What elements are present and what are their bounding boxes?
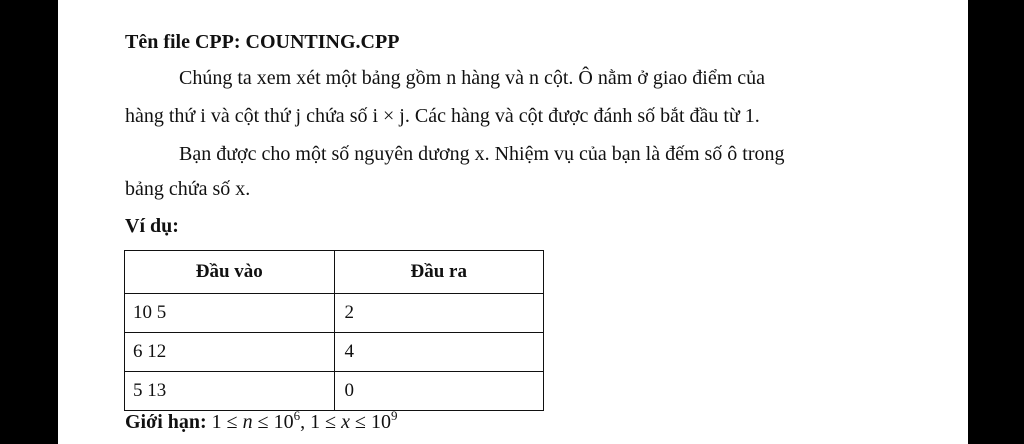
paragraph-1-line-1: Chúng ta xem xét một bảng gồm n hàng và n cột. Ô nằm ở giao điểm của bbox=[179, 67, 766, 89]
input-cell: 10 5 bbox=[125, 294, 335, 333]
output-cell: 2 bbox=[334, 294, 544, 333]
n-constraint: $1 \le n \le 10^6$ bbox=[211, 408, 301, 433]
input-cell: 5 13 bbox=[125, 372, 335, 411]
header-input: Đầu vào bbox=[125, 251, 335, 294]
example-table bbox=[124, 250, 544, 411]
table-row bbox=[125, 333, 544, 372]
paragraph-1-line-2: hàng thứ i và cột thứ j chứa số i × j. Các hàng và cột được đánh số bắt đầu từ 1. bbox=[125, 105, 760, 127]
document-page bbox=[58, 0, 968, 444]
constraints-line bbox=[125, 410, 397, 434]
output-cell: 4 bbox=[334, 333, 544, 372]
input-cell: 6 12 bbox=[125, 333, 335, 372]
file-title: Tên file CPP: COUNTING.CPP bbox=[125, 31, 400, 53]
x-constraint: , $1 \le x \le 10^9$ bbox=[300, 408, 398, 433]
paragraph-2-line-2: bảng chứa số x. bbox=[125, 178, 251, 200]
example-label: Ví dụ: bbox=[125, 215, 179, 237]
table-header-row bbox=[125, 251, 544, 294]
constraints-label: Giới hạn: bbox=[125, 411, 207, 433]
table-row bbox=[125, 372, 544, 411]
output-cell: 0 bbox=[334, 372, 544, 411]
header-output: Đầu ra bbox=[334, 251, 544, 294]
table-row bbox=[125, 294, 544, 333]
paragraph-2-line-1: Bạn được cho một số nguyên dương x. Nhiệm vụ của bạn là đếm số ô trong bbox=[179, 143, 785, 165]
